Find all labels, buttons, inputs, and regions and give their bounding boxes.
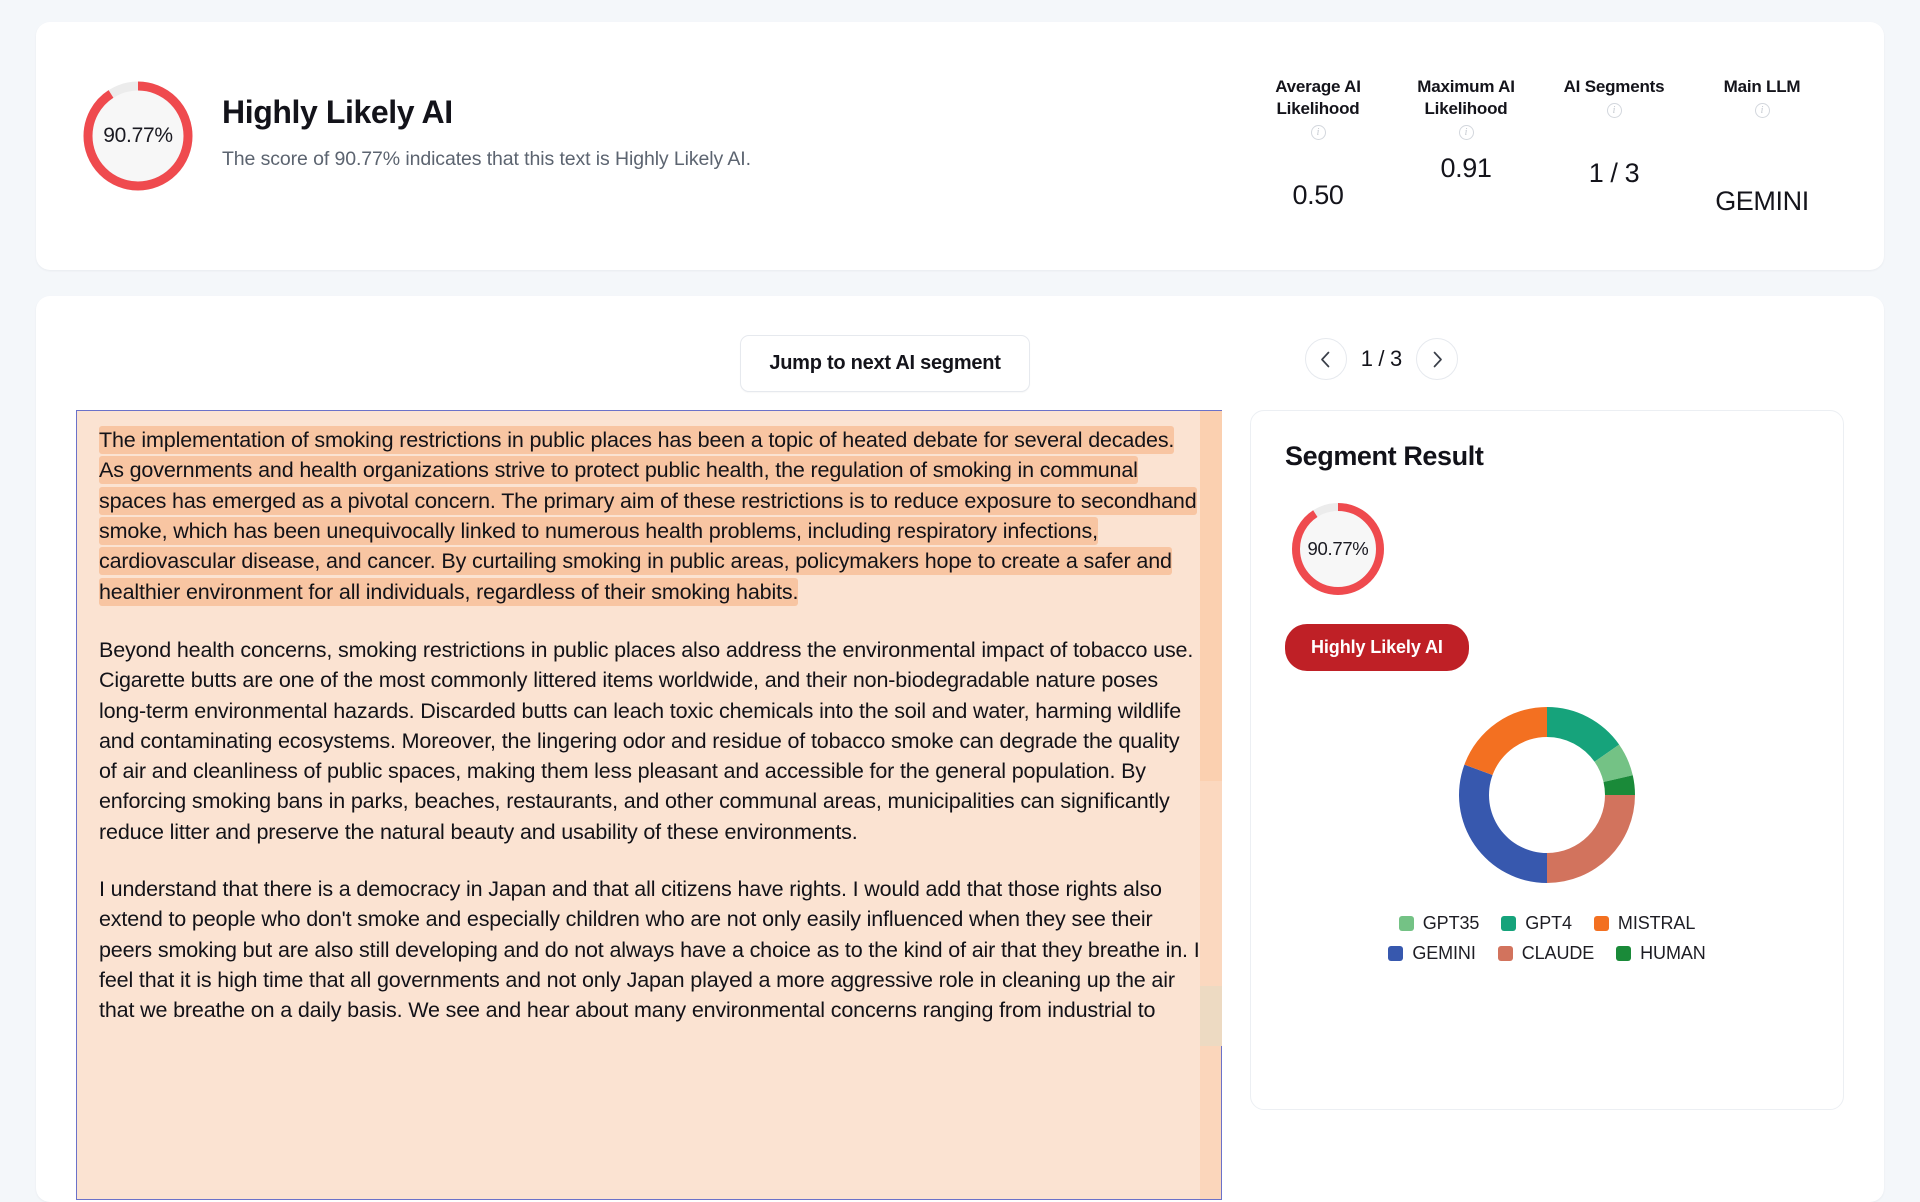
scrollbar-track-segment: [1200, 781, 1222, 986]
metric-label: Maximum AI Likelihood: [1417, 77, 1515, 119]
chevron-right-icon: [1432, 351, 1443, 368]
segment-result-panel: [1250, 410, 1844, 1110]
legend-swatch: [1501, 916, 1516, 931]
jump-to-next-ai-segment-button[interactable]: Jump to next AI segment: [740, 335, 1029, 392]
page-title: Highly Likely AI: [222, 94, 453, 130]
summary-left: [80, 52, 751, 194]
legend-label: MISTRAL: [1617, 913, 1696, 933]
legend-swatch: [1498, 946, 1513, 961]
legend-item-mistral[interactable]: [1594, 913, 1695, 934]
overall-score-gauge: [80, 78, 196, 194]
legend-swatch: [1594, 916, 1609, 931]
document-viewer[interactable]: [76, 410, 1222, 1200]
legend-label: GPT35: [1422, 913, 1480, 933]
donut-slice-mistral[interactable]: [1464, 707, 1547, 775]
metric-value: 0.91: [1440, 153, 1492, 184]
metric-ai-segments: [1540, 76, 1688, 217]
info-icon[interactable]: i: [1607, 103, 1622, 118]
legend-item-gpt35[interactable]: [1399, 913, 1480, 934]
analysis-card: [36, 296, 1884, 1202]
paragraph: Beyond health concerns, smoking restrictions in public places also address the environmental impact of tobacco use. Cigarette butts are one of the most commonly littered items worldwide, and their non-biodegradable nature poses long-term environmental hazards. Discarded butts can leach toxic chemicals into the soil and water, harming wildlife and contaminating ecosystems. Moreover, the lingering odor and residue of tobacco smoke can degrade the quality of air and cleanliness of public spaces, making them less pleasant and accessible for the general population. By enforcing smoking bans in parks, beaches, restaurants, and other communal areas, municipalities can significantly reduce litter and preserve the natural beauty and usability of these environments.: [99, 637, 1194, 844]
llm-distribution-donut: [1285, 697, 1809, 893]
segment-score-gauge: [1289, 500, 1387, 598]
metric-maximum-ai-likelihood: [1392, 76, 1540, 217]
document-text: [99, 425, 1200, 1026]
prev-segment-button[interactable]: [1305, 338, 1347, 380]
metric-main-llm: [1688, 76, 1836, 217]
info-icon[interactable]: i: [1755, 103, 1770, 118]
legend-label: HUMAN: [1640, 943, 1706, 963]
legend-swatch: [1388, 946, 1403, 961]
document-scrollbar[interactable]: [1200, 411, 1222, 1199]
segment-result-title: Segment Result: [1285, 441, 1484, 471]
chevron-left-icon: [1320, 351, 1331, 368]
donut-slice-claude[interactable]: [1547, 795, 1635, 883]
status-badge: Highly Likely AI: [1285, 624, 1469, 671]
next-segment-button[interactable]: [1416, 338, 1458, 380]
toolbar: [76, 332, 1844, 394]
ai-highlight: The implementation of smoking restrictions in public places has been a topic of heated debate for several decades. As governments and health organizations strive to protect public health, the regulation of smoking in communal spaces has emerged as a pivotal concern. The primary aim of these restrictions is to reduce exposure to secondhand smoke, which has been unequivocally linked to numerous health problems, including respiratory infections, cardiovascular disease, and cancer. By curtailing smoking in public areas, policymakers hope to create a safer and healthier environment for all individuals, regardless of their smoking habits.: [99, 428, 1197, 604]
legend-label: GPT4: [1525, 913, 1572, 933]
metric-average-ai-likelihood: [1244, 76, 1392, 217]
legend-item-claude[interactable]: [1498, 943, 1594, 964]
donut-slice-gemini[interactable]: [1459, 765, 1547, 883]
paragraph-ai-segment: [99, 425, 1200, 607]
overall-score-value: 90.77%: [103, 124, 173, 147]
donut-chart-svg: [1449, 697, 1645, 893]
legend-swatch: [1399, 916, 1414, 931]
segment-page-count: 1 / 3: [1360, 346, 1402, 371]
metric-value: 1 / 3: [1588, 158, 1640, 189]
metric-label: Average AI Likelihood: [1275, 77, 1361, 119]
metric-value: GEMINI: [1715, 186, 1809, 217]
legend-item-gemini[interactable]: [1388, 943, 1475, 964]
scrollbar-thumb[interactable]: [1200, 411, 1222, 781]
legend-swatch: [1616, 946, 1631, 961]
metric-label: AI Segments: [1563, 77, 1665, 96]
summary-card: [36, 22, 1884, 270]
summary-description: The score of 90.77% indicates that this text is Highly Likely AI.: [222, 147, 751, 170]
segment-pager: [1305, 338, 1458, 380]
legend-label: GEMINI: [1412, 943, 1476, 963]
segment-gauge-wrap: [1289, 500, 1809, 598]
legend-label: CLAUDE: [1521, 943, 1595, 963]
info-icon[interactable]: i: [1311, 125, 1326, 140]
info-icon[interactable]: i: [1459, 125, 1474, 140]
metrics-row: [1244, 52, 1836, 217]
legend-item-gpt4[interactable]: [1501, 913, 1572, 934]
metric-value: 0.50: [1292, 180, 1344, 211]
segment-score-value: 90.77%: [1307, 538, 1369, 559]
metric-label: Main LLM: [1723, 77, 1801, 96]
donut-legend: [1367, 913, 1727, 964]
summary-text: [222, 78, 751, 171]
legend-item-human[interactable]: [1616, 943, 1706, 964]
content-area: [76, 410, 1844, 1200]
scrollbar-track-end: [1200, 986, 1222, 1046]
paragraph: I understand that there is a democracy in Japan and that all citizens have rights. I would add that those rights also extend to people who don't smoke and especially children who are not only easily influenced when they see their peers smoking but are also still developing and do not always have a choice as to the kind of air that they breathe in. I feel that it is high time that all governments and not only Japan played a more aggressive role in cleaning up the air that we breathe on a daily basis. We see and hear about many environmental concerns ranging from industrial to: [99, 877, 1200, 1023]
